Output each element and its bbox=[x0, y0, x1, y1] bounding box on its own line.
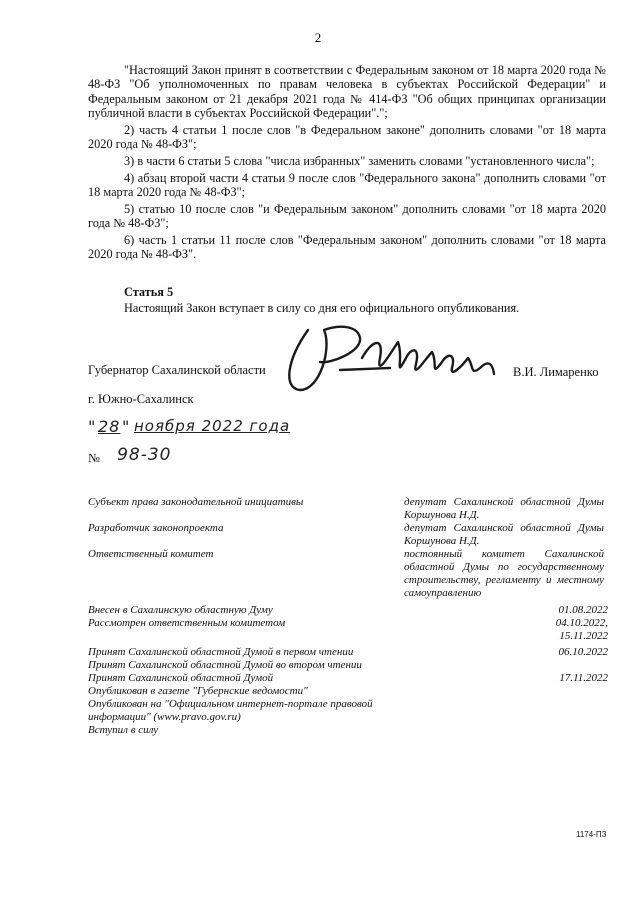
article-heading: Статья 5 bbox=[124, 285, 174, 299]
introduced-date: 01.08.2022 bbox=[558, 604, 608, 616]
page-number: 2 bbox=[314, 30, 322, 45]
published-portal-label: Опубликован на "Официальном интернет-портале правовой информации" (www.pravo.gov.ru) bbox=[88, 698, 373, 723]
reviewed-date-2: 15.11.2022 bbox=[559, 630, 608, 642]
governor-name: В.И. Лимаренко bbox=[513, 365, 599, 379]
paragraph-4: 4) абзац второй части 4 статьи 9 после слов "Федерального закона" дополнить словами "от 18 марта 2020 года № 48-ФЗ"; bbox=[88, 170, 606, 199]
signing-day: 28 bbox=[98, 417, 121, 436]
first-reading-label: Принят Сахалинской областной Думой в первом чтении bbox=[88, 646, 354, 658]
article-5 bbox=[124, 285, 519, 316]
committee-value: постоянный комитет Сахалинской областной Думы по государственному строительству, регламенту и местному самоуправлению bbox=[404, 548, 604, 599]
paragraph-6: 6) часть 1 статьи 11 после слов "Федеральным законом" дополнить словами "от 18 марта 2020 года № 48-ФЗ". bbox=[88, 232, 606, 262]
adopted-date: 17.11.2022 bbox=[559, 672, 608, 684]
amendments-body bbox=[88, 63, 606, 264]
subject-value: депутат Сахалинской областной Думы Коршунова Н.Д. bbox=[404, 496, 604, 521]
second-reading-label: Принят Сахалинской областной Думой во втором чтении bbox=[88, 659, 362, 671]
governor-signature bbox=[280, 318, 510, 408]
developer-value: депутат Сахалинской областной Думы Коршунова Н.Д. bbox=[404, 522, 604, 547]
number-value: 98-30 bbox=[117, 445, 172, 465]
first-reading-date: 06.10.2022 bbox=[558, 646, 608, 658]
introduced-label: Внесен в Сахалинскую областную Думу bbox=[88, 604, 273, 616]
law-number bbox=[88, 445, 172, 467]
paragraph-3: 3) в части 6 статьи 5 слова "числа избранных" заменить словами "установленного числа"; bbox=[124, 153, 595, 168]
footer-code: 1174-ПЗ bbox=[576, 830, 607, 839]
subject-label: Субъект права законодательной инициативы bbox=[88, 496, 304, 508]
developer-label: Разработчик законопроекта bbox=[88, 522, 224, 534]
published-gazette-label: Опубликован в газете "Губернские ведомости" bbox=[88, 685, 308, 697]
reviewed-label: Рассмотрен ответственным комитетом bbox=[88, 617, 286, 629]
paragraph-5: 5) статью 10 после слов "и Федеральным законом" дополнить словами "от 18 марта 2020 года № 48-ФЗ"; bbox=[88, 201, 606, 230]
paragraph-2: 2) часть 4 статьи 1 после слов "в Федеральном законе" дополнить словами "от 18 марта 2020 года № 48-ФЗ"; bbox=[88, 122, 606, 151]
reviewed-date-1: 04.10.2022, bbox=[555, 617, 608, 629]
in-force-label: Вступил в силу bbox=[88, 724, 159, 736]
legislative-metadata bbox=[88, 496, 608, 736]
article-text: Настоящий Закон вступает в силу со дня его официального опубликования. bbox=[124, 301, 520, 315]
number-symbol: № bbox=[88, 451, 100, 465]
committee-label: Ответственный комитет bbox=[88, 548, 214, 560]
signing-month-year: ноября 2022 года bbox=[134, 417, 291, 435]
governor-title: Губернатор Сахалинской области bbox=[88, 363, 266, 377]
adopted-label: Принят Сахалинской областной Думой bbox=[88, 672, 274, 684]
paragraph-1: "Настоящий Закон принят в соответствии с Федеральным законом от 18 марта 2020 года № 48-ФЗ "Об уполномоченных по правам человека в субъектах Российской Федерации" и Федеральным законом от 21 декабря 2021 года № 414-ФЗ "Об общих принципах организации публичной власти в субъектах Российской Федерации"."; bbox=[88, 63, 606, 120]
signing-date: " 28 " ноября 2022 года bbox=[88, 417, 291, 436]
city: г. Южно-Сахалинск bbox=[88, 392, 194, 406]
